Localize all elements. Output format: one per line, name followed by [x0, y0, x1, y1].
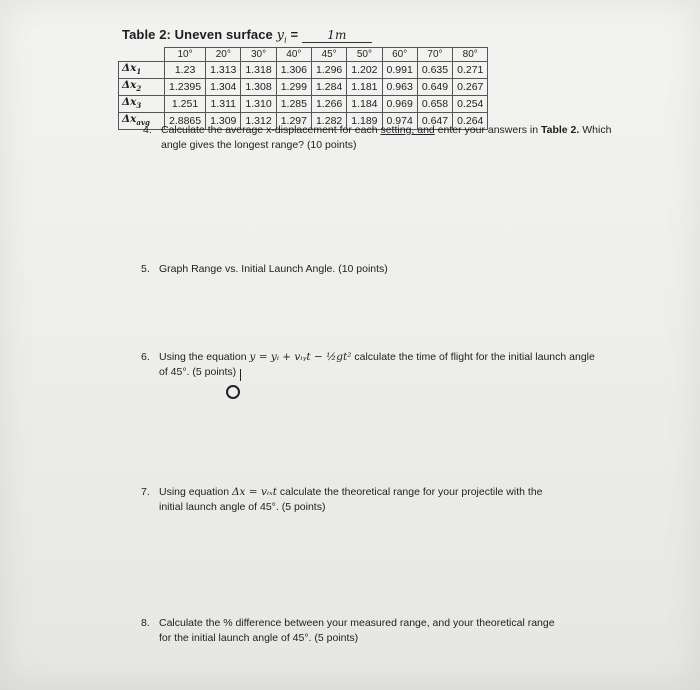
table-cell: 1.313 [206, 62, 241, 79]
angle-header: 30° [241, 48, 276, 62]
table-cell: 1.202 [347, 62, 382, 79]
angle-header: 70° [417, 48, 452, 62]
table-row [119, 62, 488, 79]
angle-header: 50° [347, 48, 382, 62]
table-cell: 0.969 [382, 96, 417, 113]
table-cell: 1.181 [347, 79, 382, 96]
angle-header: 20° [206, 48, 241, 62]
corner-cell [119, 48, 165, 62]
question-4 [143, 123, 663, 153]
cursor-ring-icon [226, 385, 240, 399]
question-text: Graph Range vs. Initial Launch Angle. (10 points) [159, 263, 388, 275]
angle-header: 40° [276, 48, 311, 62]
angle-header: 80° [453, 48, 488, 62]
header-row [119, 48, 488, 62]
table-cell: 1.23 [165, 62, 206, 79]
table-cell: 0.635 [417, 62, 452, 79]
question-text: Using the equation [159, 351, 250, 363]
table-title [122, 27, 372, 45]
table-cell: 1.311 [206, 96, 241, 113]
angle-header: 10° [165, 48, 206, 62]
range-equation: Δx = vᵢₓt [231, 486, 277, 498]
table-title-text: Table 2: Uneven surface [122, 27, 277, 42]
table-cell: 1.306 [276, 62, 311, 79]
angle-header: 45° [311, 48, 346, 62]
title-variable: $y_i$ [276, 28, 287, 45]
table-cell: 1.189 [347, 113, 382, 130]
table-reference: Table 2. [540, 124, 580, 136]
table-cell: 0.647 [417, 113, 452, 130]
table-cell: 0.658 [417, 96, 452, 113]
question-text-line2: of 45°. (5 points) [159, 366, 237, 378]
table-cell: 1.296 [311, 62, 346, 79]
question-text: enter your answers in [434, 124, 541, 136]
underlined-phrase: setting, and [380, 124, 435, 136]
table-cell: 1.310 [241, 96, 276, 113]
angle-header: 60° [382, 48, 417, 62]
question-text: calculate the theoretical range for your projectile with the [276, 486, 543, 498]
table-cell: 2.8865 [165, 113, 206, 130]
table-cell: 0.271 [453, 62, 488, 79]
question-number: 8. [141, 617, 150, 629]
question-number: 4. [143, 124, 152, 136]
table-cell: 0.267 [453, 79, 488, 96]
table-cell: 1.282 [311, 113, 346, 130]
table-cell: 1.284 [311, 79, 346, 96]
table-cell: 0.974 [382, 113, 417, 130]
table-cell: 1.299 [276, 79, 311, 96]
text-caret [240, 369, 241, 381]
table-cell: 1.2395 [165, 79, 206, 96]
question-5 [141, 262, 661, 277]
table-row [119, 96, 488, 113]
table-row [119, 79, 488, 96]
row-label: $\Delta x_3$ [119, 96, 165, 113]
question-number: 5. [141, 263, 150, 275]
table-cell: 1.309 [206, 113, 241, 130]
kinematics-equation: y = yᵢ + vᵢᵧt − ½gt² [249, 351, 352, 363]
question-8 [141, 616, 681, 646]
title-equals: = [286, 27, 302, 42]
table-cell: 0.264 [453, 113, 488, 130]
row-label: $\Delta x_1$ [119, 62, 165, 79]
table-cell: 1.251 [165, 96, 206, 113]
row-label: $\Delta x_{avg}$ [119, 113, 165, 130]
question-7 [141, 485, 671, 515]
table-cell: 1.318 [241, 62, 276, 79]
table-cell: 0.254 [453, 96, 488, 113]
data-table [118, 47, 488, 130]
question-text: Which [579, 124, 612, 136]
question-text-line2: for the initial launch angle of 45°. (5 points) [159, 632, 359, 644]
question-number: 7. [141, 486, 150, 498]
table-cell: 1.184 [347, 96, 382, 113]
table-cell: 1.312 [241, 113, 276, 130]
question-text-line2: angle gives the longest range? (10 points) [161, 139, 357, 151]
row-label: $\Delta x_2$ [119, 79, 165, 96]
table-cell: 0.649 [417, 79, 452, 96]
table-cell: 1.304 [206, 79, 241, 96]
question-text: calculate the time of flight for the initial launch angle [351, 351, 595, 363]
table-cell: 1.308 [241, 79, 276, 96]
question-text-line2: initial launch angle of 45°. (5 points) [159, 501, 326, 513]
table-cell: 1.266 [311, 96, 346, 113]
question-text: Calculate the % difference between your measured range, and your theoretical range [159, 617, 555, 629]
question-number: 6. [141, 351, 150, 363]
table-cell: 0.991 [382, 62, 417, 79]
table-cell: 1.285 [276, 96, 311, 113]
question-text: Calculate the average x-displacement for each [161, 124, 381, 136]
table-cell: 1.297 [276, 113, 311, 130]
question-text: Using equation [159, 486, 232, 498]
title-value-blank: 1m [302, 28, 372, 43]
question-6 [141, 350, 671, 380]
table-cell: 0.963 [382, 79, 417, 96]
